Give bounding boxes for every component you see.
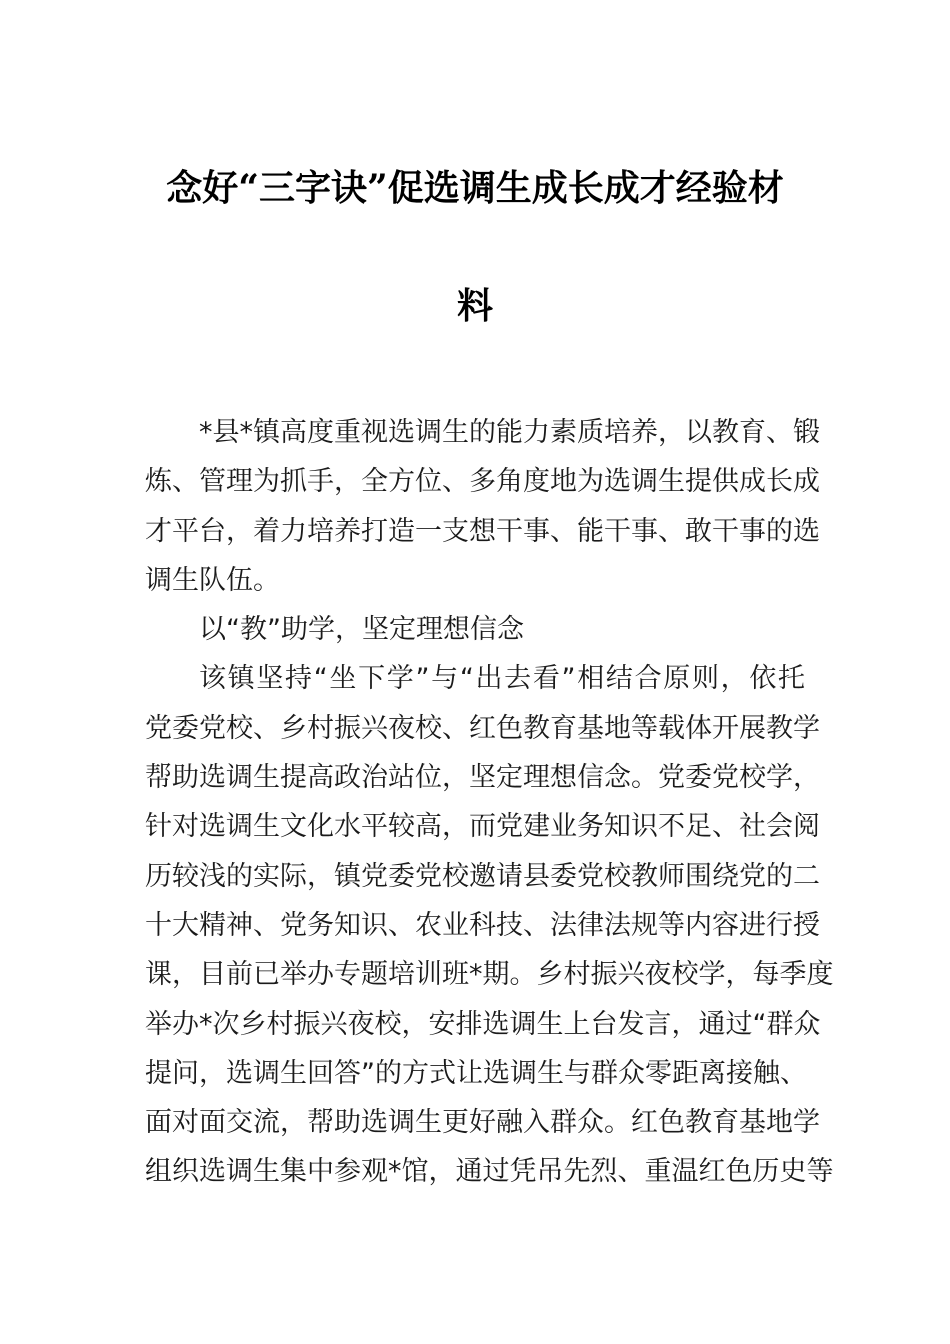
text-line: 针对选调生文化水平较高，而党建业务知识不足、社会阅 bbox=[145, 811, 820, 843]
document-title-line-2: 料 bbox=[456, 285, 493, 327]
text-line: 该镇坚持“坐下学”与“出去看”相结合原则，依托 bbox=[199, 663, 805, 695]
text-line: 炼、管理为抓手，全方位、多角度地为选调生提供成长成 bbox=[145, 466, 820, 498]
text-line: 课，目前已举办专题培训班*期。乡村振兴夜校学，每季度 bbox=[145, 959, 834, 991]
text-line: 历较浅的实际，镇党委党校邀请县委党校教师围绕党的二 bbox=[145, 860, 820, 892]
text-line: 才平台，着力培养打造一支想干事、能干事、敢干事的选 bbox=[145, 515, 820, 547]
text-line: 帮助选调生提高政治站位，坚定理想信念。党委党校学， bbox=[145, 762, 820, 794]
document-title-line-1: 念好“三字诀”促选调生成长成才经验材 bbox=[166, 167, 784, 209]
text-line: 面对面交流，帮助选调生更好融入群众。红色教育基地学 bbox=[145, 1107, 820, 1139]
section-heading bbox=[145, 605, 805, 654]
text-line: 调生队伍。 bbox=[145, 564, 280, 596]
paragraph-intro bbox=[145, 408, 820, 605]
text-line: 提问，选调生回答”的方式让选调生与群众零距离接触、 bbox=[145, 1057, 807, 1089]
text-line: 以“教”助学，坚定理想信念 bbox=[199, 614, 524, 646]
text-line: 举办*次乡村振兴夜校，安排选调生上台发言，通过“群众 bbox=[145, 1008, 821, 1040]
text-line: 十大精神、党务知识、农业科技、法律法规等内容进行授 bbox=[145, 909, 820, 941]
document-body bbox=[145, 408, 834, 1197]
text-line: *县*镇高度重视选调生的能力素质培养，以教育、锻 bbox=[199, 417, 820, 448]
text-line: 组织选调生集中参观*馆，通过凭吊先烈、重温红色历史等 bbox=[145, 1156, 834, 1188]
text-line: 党委党校、乡村振兴夜校、红色教育基地等载体开展教学 bbox=[145, 712, 820, 744]
paragraph-body bbox=[145, 654, 834, 1196]
